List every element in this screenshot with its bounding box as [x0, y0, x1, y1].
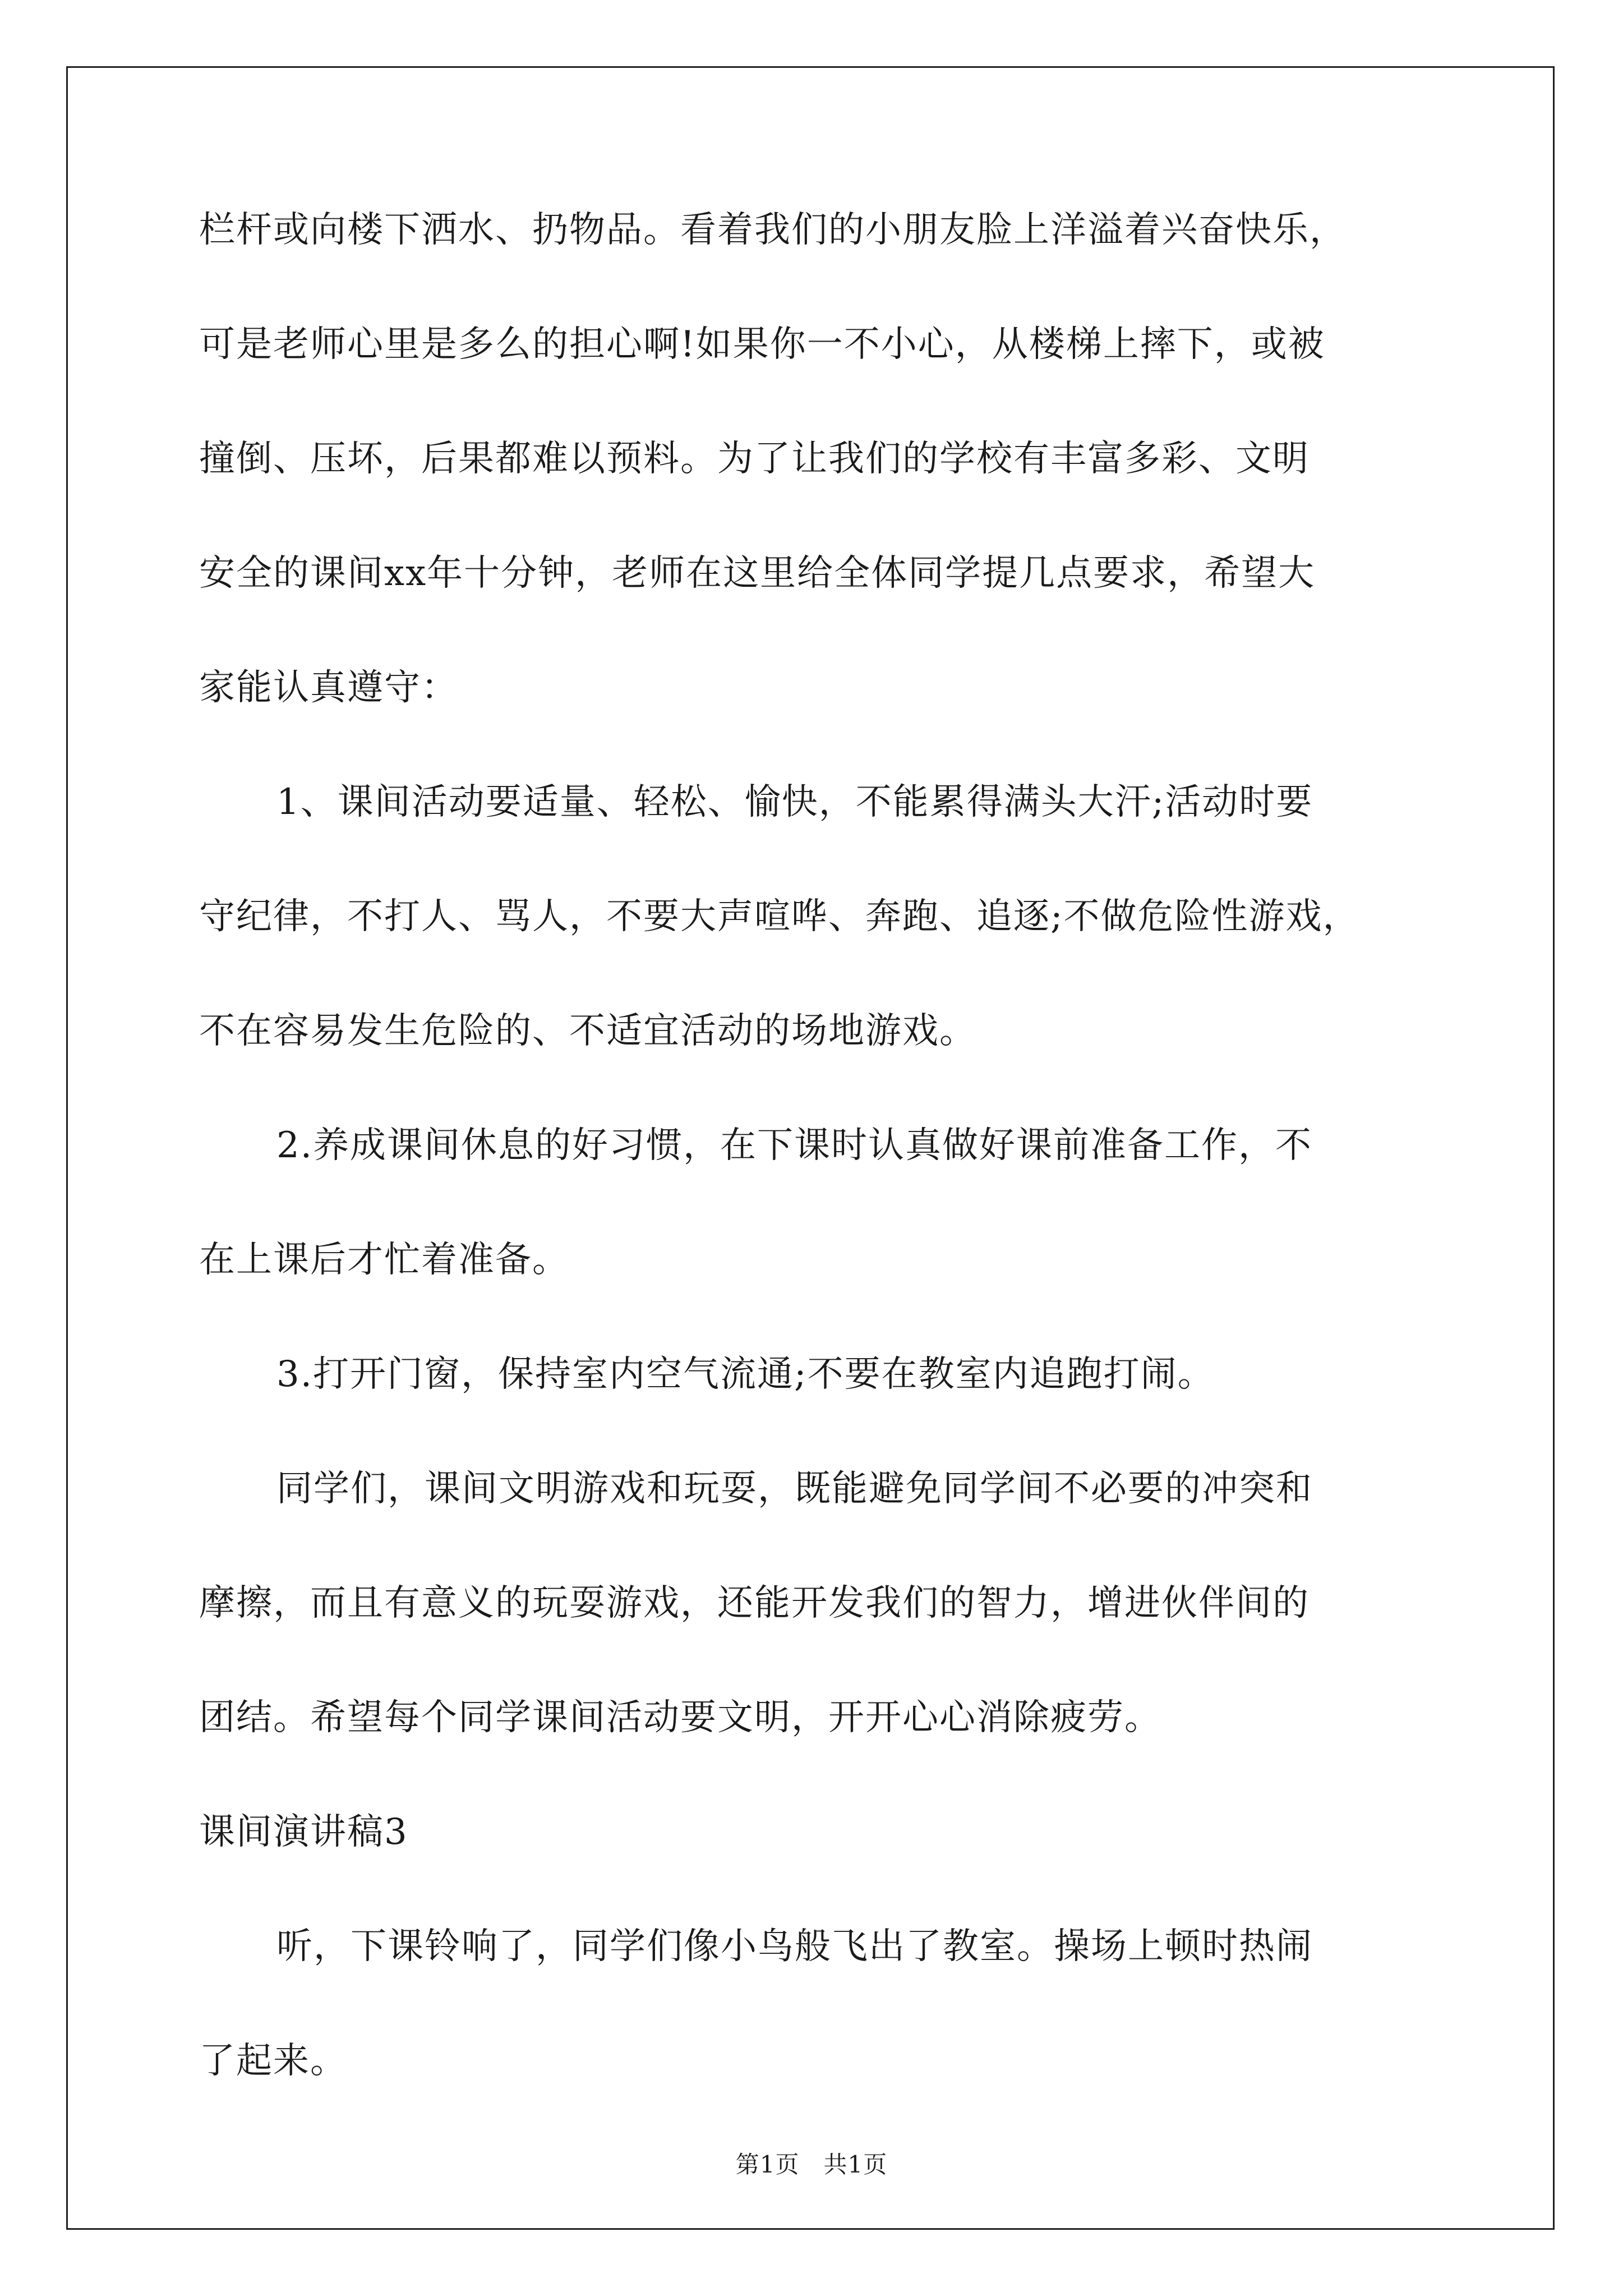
- paragraph-line: 了起来。: [199, 2040, 347, 2082]
- paragraph-line: 3.打开门窗，保持室内空气流通;不要在教室内追跑打闹。: [276, 1354, 1215, 1395]
- page-number-footer: 第1页 共1页: [735, 2151, 888, 2178]
- paragraph-line: 撞倒、压坏，后果都难以预料。为了让我们的学校有丰富多彩、文明: [199, 438, 1310, 480]
- paragraph-line: 安全的课间xx年十分钟，老师在这里给全体同学提几点要求，希望大: [199, 553, 1316, 594]
- paragraph-line: 在上课后才忙着准备。: [199, 1239, 569, 1281]
- paragraph-line: 同学们，课间文明游戏和玩耍，既能避免同学间不必要的冲突和: [276, 1468, 1313, 1510]
- paragraph-line: 团结。希望每个同学课间活动要文明，开开心心消除疲劳。: [199, 1697, 1161, 1738]
- paragraph-line: 栏杆或向楼下洒水、扔物品。看着我们的小朋友脸上洋溢着兴奋快乐，: [199, 209, 1347, 251]
- paragraph-line: 听，下课铃响了，同学们像小鸟般飞出了教室。操场上顿时热闹: [276, 1926, 1313, 1967]
- paragraph-line: 1、课间活动要适量、轻松、愉快，不能累得满头大汗;活动时要: [276, 781, 1313, 823]
- paragraph-line: 不在容易发生危险的、不适宜活动的场地游戏。: [199, 1010, 976, 1052]
- document-body: [199, 209, 1433, 2157]
- section-heading: 课间演讲稿3: [199, 1811, 408, 1853]
- paragraph-line: 摩擦，而且有意义的玩耍游戏，还能开发我们的智力，增进伙伴间的: [199, 1582, 1310, 1624]
- paragraph-line: 家能认真遵守：: [199, 667, 458, 708]
- paragraph-line: 守纪律，不打人、骂人，不要大声喧哗、奔跑、追逐;不做危险性游戏，: [199, 896, 1360, 937]
- paragraph-line: 2.养成课间休息的好习惯，在下课时认真做好课前准备工作，不: [276, 1125, 1313, 1166]
- paragraph-line: 可是老师心里是多么的担心啊!如果你一不小心，从楼梯上摔下，或被: [199, 324, 1325, 365]
